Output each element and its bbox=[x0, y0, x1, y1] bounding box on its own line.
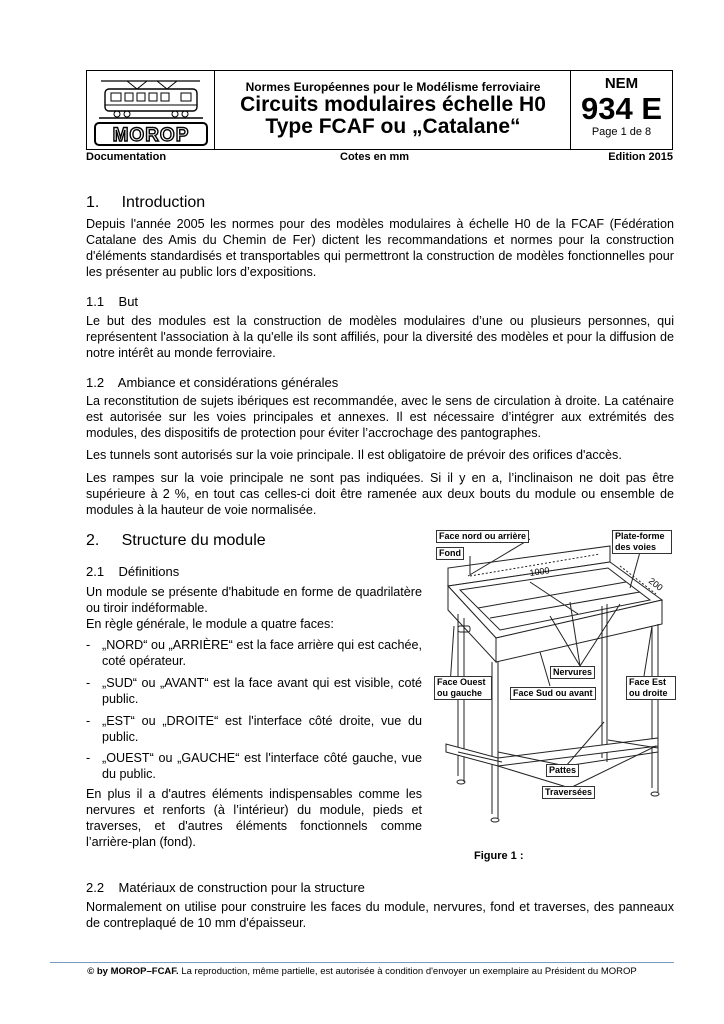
title-line-1: Circuits modulaires échelle H0 bbox=[240, 93, 546, 116]
svg-text:MOROP: MOROP bbox=[112, 125, 190, 146]
footer-divider bbox=[50, 962, 674, 963]
section-2-title: 2. Structure du module bbox=[86, 532, 266, 549]
section-2-1-title: 2.1 Définitions bbox=[86, 564, 180, 579]
section-2-1-para-3: En plus il a d'autres éléments indispensables comme les nervures et renforts (à l’intérieur) du module, pieds et traverses, et d'autres éléments fonctionnels comme l’arrière-plan (fond). bbox=[86, 787, 422, 849]
morop-logo bbox=[87, 71, 215, 149]
nem-block bbox=[570, 71, 672, 149]
section-1-1-text: Le but des modules est la construction de modèles modulaires d’une ou plusieurs personnes, qui représentent l'association à la qu'elle ils sont affiliés, pour la diversité des modèles et pour la diffusion de notre intérêt au monde ferroviaire. bbox=[86, 314, 674, 360]
list-item: - „OUEST“ ou „GAUCHE“ est l'interface côté gauche, vue du public. bbox=[86, 751, 422, 781]
list-item: - „EST“ ou „DROITE“ est l'interface côté droite, vue du public. bbox=[86, 714, 422, 744]
section-2-1-para-2: En règle générale, le module a quatre faces: bbox=[86, 617, 334, 631]
bullet-est: „EST“ ou „DROITE“ est l'interface côté droite, vue du public. bbox=[102, 714, 422, 744]
section-2-2-text: Normalement on utilise pour construire les faces du module, nervures, fond et traverses, des panneaux de contreplaqué de 10 mm d'épaisseur. bbox=[86, 900, 674, 930]
bullet-sud: „SUD“ ou „AVANT“ est la face avant qui est visible, coté public. bbox=[102, 676, 422, 706]
document-header bbox=[86, 70, 673, 150]
footer bbox=[0, 966, 724, 977]
list-item: - „NORD“ ou „ARRIÈRE“ est la face arrière qui est cachée, coté opérateur. bbox=[86, 638, 422, 668]
section-2-1-para-1: Un module se présente d'habitude en forme de quadrilatère ou tiroir indéformable. bbox=[86, 585, 422, 615]
section-1-text: Depuis l'année 2005 les normes pour des modèles modulaires à échelle H0 de la FCAF (Fédération Catalane des Amis du Chemin de Fer) dictent les recommandations et normes pour la construction d'éléments standardisés et transportables qui permettront la construction de modèles fonctionnelles pour les présenter au public lors d’expositions. bbox=[86, 217, 674, 279]
title-line-2: Type FCAF ou „Catalane“ bbox=[265, 115, 521, 138]
dimension-width: 200 bbox=[646, 575, 665, 593]
bullet-ouest: „OUEST“ ou „GAUCHE“ est l'interface côté gauche, vue du public. bbox=[102, 751, 422, 781]
locomotive-icon bbox=[87, 71, 214, 149]
section-1-2-para-3: Les rampes sur la voie principale ne sont pas indiquées. Si il y en a, l’inclinaison ne doit pas être supérieure à 2 %, en tout cas celles-ci doit être ramenée aux deux bouts du module ou ensemble de modules à la hauteur de voie normalisée. bbox=[86, 471, 674, 517]
footer-copyright: © by MOROP–FCAF. bbox=[87, 966, 179, 977]
page-indicator: Page 1 de 8 bbox=[591, 126, 652, 138]
section-1-2-title: 1.2 Ambiance et considérations générales bbox=[86, 375, 339, 390]
label-pattes: Pattes bbox=[546, 764, 579, 777]
module-figure bbox=[430, 526, 674, 842]
label-traverses: Traversées bbox=[542, 786, 595, 799]
norms-line: Normes Européennes pour le Modélisme ferroviaire bbox=[245, 80, 541, 94]
subheader-center: Cotes en mm bbox=[340, 151, 410, 163]
section-1-1-title: 1.1 But bbox=[86, 294, 139, 309]
label-face-sud: Face Sud ou avant bbox=[510, 687, 596, 700]
label-face-ouest: Face Ouest ou gauche bbox=[434, 676, 492, 700]
label-nervures: Nervures bbox=[550, 666, 595, 679]
nem-label: NEM bbox=[604, 75, 639, 92]
list-item: - „SUD“ ou „AVANT“ est la face avant qui est visible, coté public. bbox=[86, 676, 422, 706]
label-fond: Fond bbox=[436, 547, 464, 560]
section-2-2-title: 2.2 Matériaux de construction pour la structure bbox=[86, 880, 365, 895]
section-1-title: 1. Introduction bbox=[86, 194, 206, 211]
section-1-2-para-2: Les tunnels sont autorisés sur la voie principale. Il est obligatoire de prévoir des orifices d'accès. bbox=[86, 448, 622, 462]
header-title-block bbox=[215, 71, 571, 149]
subheader-right: Edition 2015 bbox=[608, 151, 673, 163]
section-1-2-para-1: La reconstitution de sujets ibériques est recommandée, avec le sens de circulation à droite. La caténaire est autorisée sur les voies principales et annexes. Il est nécessaire d’intégrer aux extrémités des modules, des dispositifs de protection pour éviter l’accrochage des pantographes. bbox=[86, 394, 674, 440]
bullet-nord: „NORD“ ou „ARRIÈRE“ est la face arrière qui est cachée, coté opérateur. bbox=[102, 638, 422, 668]
subheader-left: Documentation bbox=[86, 151, 167, 163]
nem-number: 934 E bbox=[580, 91, 662, 126]
figure-caption: Figure 1 : bbox=[474, 850, 524, 862]
dimension-length: 1000 bbox=[528, 565, 551, 578]
label-face-nord: Face nord ou arrière bbox=[436, 530, 529, 543]
label-face-est: Face Est ou droite bbox=[626, 676, 676, 700]
label-plate-forme: Plate-forme des voies bbox=[612, 530, 672, 554]
footer-text: La reproduction, même partielle, est autorisée à condition d'envoyer un exemplaire au Président du MOROP bbox=[178, 966, 637, 977]
